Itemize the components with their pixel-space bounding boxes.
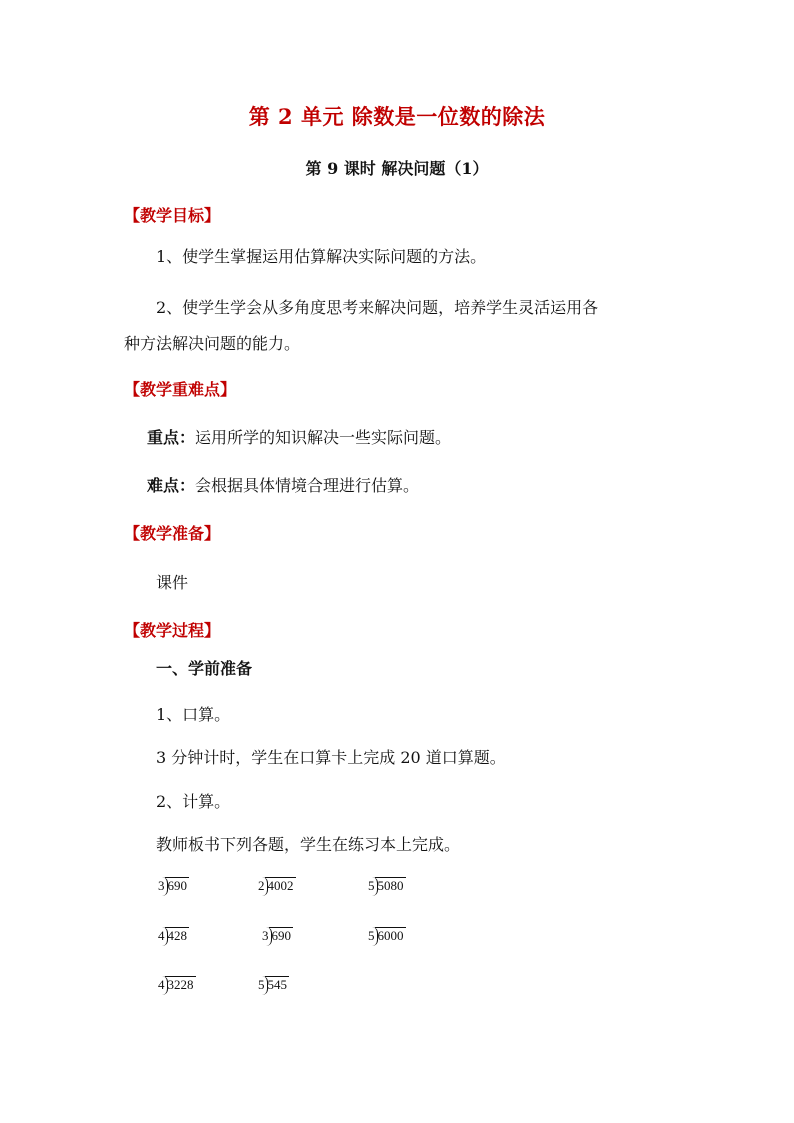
division-exercise bbox=[262, 924, 293, 944]
difficulty-line bbox=[147, 473, 419, 496]
dividend: 428 bbox=[165, 927, 190, 944]
process-line-4: 教师板书下列各题，学生在练习本上完成。 bbox=[156, 835, 461, 854]
section-heading-prep: 【教学准备】 bbox=[124, 524, 221, 543]
focus-line bbox=[147, 425, 451, 448]
difficulty-text: 会根据具体情境合理进行估算。 bbox=[195, 476, 420, 495]
division-exercise bbox=[368, 924, 406, 944]
division-exercise bbox=[258, 973, 289, 993]
divisor: 4 bbox=[158, 928, 165, 943]
division-exercise bbox=[158, 973, 196, 993]
dividend: 6000 bbox=[375, 927, 406, 944]
division-exercise bbox=[258, 874, 296, 894]
dividend: 545 bbox=[265, 976, 290, 993]
divisor: 3 bbox=[158, 878, 165, 893]
divisor: 5 bbox=[258, 977, 265, 992]
page-title: 第 2 单元 除数是一位数的除法 bbox=[248, 104, 546, 129]
dividend: 690 bbox=[269, 927, 294, 944]
section-heading-process: 【教学过程】 bbox=[124, 621, 221, 640]
step-title: 一、学前准备 bbox=[156, 659, 253, 678]
division-exercise bbox=[158, 924, 189, 944]
goal-item-2: 2、使学生学会从多角度思考来解决问题，培养学生灵活运用各 bbox=[156, 298, 599, 317]
dividend: 4002 bbox=[265, 877, 296, 894]
divisor: 5 bbox=[368, 878, 375, 893]
lesson-subtitle: 第 9 课时 解决问题（1） bbox=[305, 159, 489, 178]
goal-item-1: 1、使学生掌握运用估算解决实际问题的方法。 bbox=[156, 247, 487, 266]
divisor: 4 bbox=[158, 977, 165, 992]
divisor: 2 bbox=[258, 878, 265, 893]
process-line-1: 1、口算。 bbox=[156, 705, 231, 724]
division-exercise bbox=[158, 874, 189, 894]
dividend: 5080 bbox=[375, 877, 406, 894]
divisor: 5 bbox=[368, 928, 375, 943]
dividend: 690 bbox=[165, 877, 190, 894]
section-heading-goals: 【教学目标】 bbox=[124, 206, 221, 225]
focus-label: 重点： bbox=[147, 428, 196, 447]
prep-text: 课件 bbox=[156, 573, 189, 592]
section-heading-key-points: 【教学重难点】 bbox=[124, 380, 237, 399]
divisor: 3 bbox=[262, 928, 269, 943]
goal-item-2-continued: 种方法解决问题的能力。 bbox=[124, 334, 301, 353]
division-exercise bbox=[368, 874, 406, 894]
difficulty-label: 难点： bbox=[147, 476, 196, 495]
dividend: 3228 bbox=[165, 976, 196, 993]
focus-text: 运用所学的知识解决一些实际问题。 bbox=[195, 428, 452, 447]
process-line-3: 2、计算。 bbox=[156, 792, 231, 811]
process-line-2: 3 分钟计时，学生在口算卡上完成 20 道口算题。 bbox=[156, 748, 506, 767]
